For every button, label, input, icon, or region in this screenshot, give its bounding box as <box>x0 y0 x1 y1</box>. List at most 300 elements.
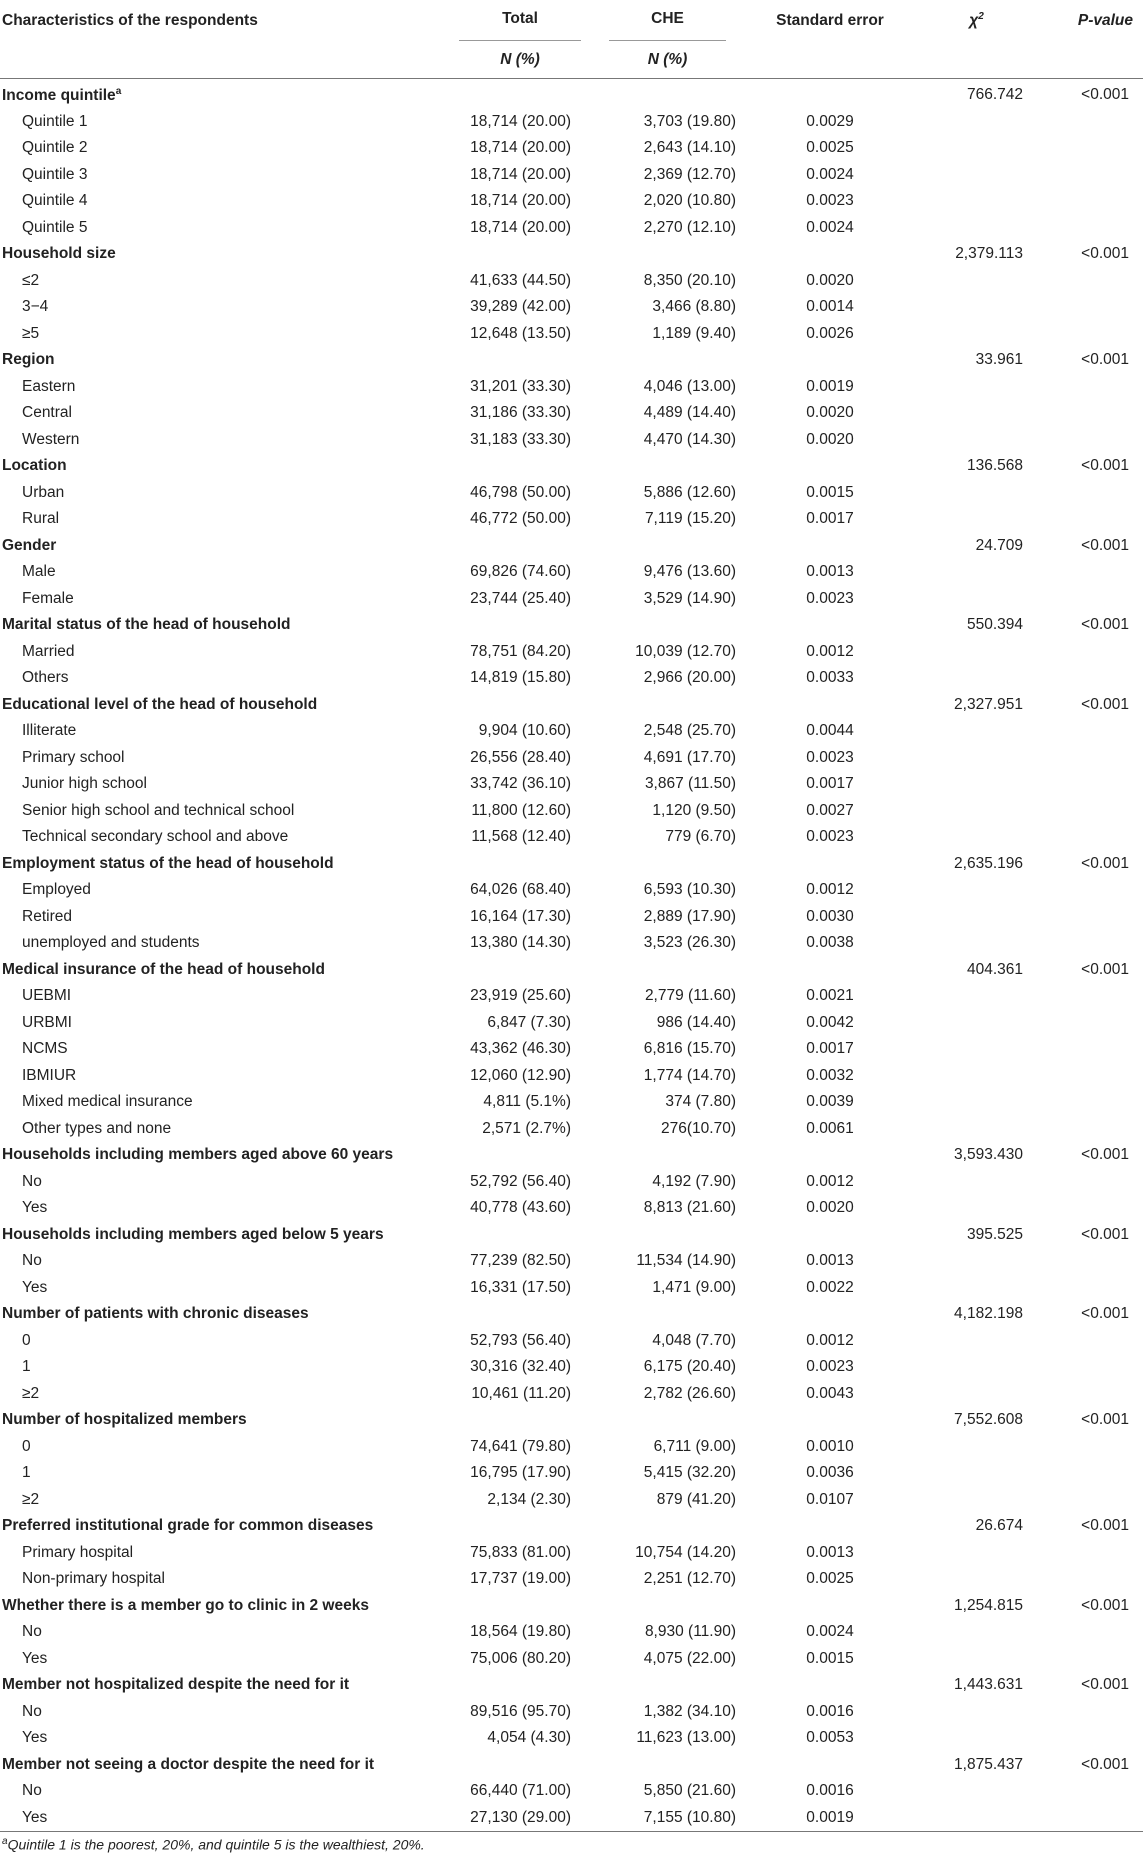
row-label: 1 <box>22 1358 31 1376</box>
table-row <box>0 1010 1143 1037</box>
total-cell <box>455 1407 585 1434</box>
total-cell: 40,778 (43.60) <box>470 1199 571 1217</box>
row-label: ≥2 <box>22 1490 40 1508</box>
se-cell: 0.0021 <box>806 987 854 1005</box>
table-row <box>0 1248 1143 1275</box>
total-cell: 74,641 (79.80) <box>470 1437 571 1455</box>
chi2-cell <box>910 904 1043 931</box>
subheader-total-n-pct: N (%) <box>455 42 585 79</box>
p-value-cell: <0.001 <box>1081 351 1129 369</box>
se-cell: 0.0010 <box>806 1437 854 1455</box>
se-cell: 0.0017 <box>806 775 854 793</box>
chi2-cell <box>910 1195 1043 1222</box>
se-cell: 0.0038 <box>806 934 854 952</box>
che-cell: 10,754 (14.20) <box>635 1543 736 1561</box>
che-cell <box>585 82 750 109</box>
che-cell: 4,192 (7.90) <box>652 1172 736 1190</box>
row-label: URBMI <box>22 1013 72 1031</box>
che-cell: 2,889 (17.90) <box>643 907 736 925</box>
che-cell <box>585 1142 750 1169</box>
p-value-cell: <0.001 <box>1081 854 1129 872</box>
table-row <box>0 135 1143 162</box>
se-cell: 0.0032 <box>806 1066 854 1084</box>
che-cell: 4,470 (14.30) <box>643 430 736 448</box>
p-value-cell: <0.001 <box>1081 1225 1129 1243</box>
table-row <box>0 665 1143 692</box>
total-cell: 52,793 (56.40) <box>470 1331 571 1349</box>
chi2-cell <box>910 480 1043 507</box>
che-cell: 276(10.70) <box>661 1119 736 1137</box>
che-cell: 3,703 (19.80) <box>643 112 736 130</box>
row-label: Rural <box>22 510 60 528</box>
p-value-cell <box>1043 1248 1143 1275</box>
p-value-cell: <0.001 <box>1081 960 1129 978</box>
chi2-cell <box>910 983 1043 1010</box>
row-label: Quintile 3 <box>22 165 88 183</box>
se-cell: 0.0022 <box>806 1278 854 1296</box>
chi2-cell <box>910 1248 1043 1275</box>
total-cell <box>455 453 585 480</box>
row-label: Yes <box>22 1278 48 1296</box>
chi2-cell <box>910 1699 1043 1726</box>
row-label: Quintile 4 <box>22 192 88 210</box>
chi2-cell <box>910 1010 1043 1037</box>
se-cell: 0.0017 <box>806 1040 854 1058</box>
total-cell: 23,919 (25.60) <box>470 987 571 1005</box>
che-cell: 6,593 (10.30) <box>643 881 736 899</box>
category-row <box>0 1672 1143 1699</box>
p-value-cell <box>1043 1460 1143 1487</box>
se-cell <box>750 1222 910 1249</box>
total-cell: 66,440 (71.00) <box>470 1782 571 1800</box>
se-cell: 0.0030 <box>806 907 854 925</box>
category-row <box>0 851 1143 878</box>
total-cell: 31,201 (33.30) <box>470 377 571 395</box>
table-row <box>0 1566 1143 1593</box>
table-row <box>0 1169 1143 1196</box>
se-cell <box>750 1752 910 1779</box>
total-cell <box>455 533 585 560</box>
se-cell: 0.0019 <box>806 377 854 395</box>
table-row <box>0 1354 1143 1381</box>
se-cell <box>750 347 910 374</box>
row-label: Other types and none <box>22 1119 172 1137</box>
table-row <box>0 1540 1143 1567</box>
row-label: No <box>22 1782 42 1800</box>
che-cell <box>585 1672 750 1699</box>
chi2-cell <box>910 665 1043 692</box>
che-cell: 1,382 (34.10) <box>643 1702 736 1720</box>
se-cell: 0.0043 <box>806 1384 854 1402</box>
che-cell <box>585 1752 750 1779</box>
che-cell <box>585 1222 750 1249</box>
p-value-cell <box>1043 639 1143 666</box>
row-label: ≥5 <box>22 324 40 342</box>
chi2-cell <box>910 1460 1043 1487</box>
se-cell: 0.0014 <box>806 298 854 316</box>
chi2-cell <box>910 1116 1043 1143</box>
row-label: Illiterate <box>22 722 77 740</box>
subheader-row <box>0 42 1143 79</box>
row-label: Employment status of the head of household <box>2 854 334 872</box>
row-label: Yes <box>0 1805 455 1832</box>
che-cell <box>585 1593 750 1620</box>
che-cell: 7,119 (15.20) <box>644 510 736 528</box>
total-cell: 4,054 (4.30) <box>487 1729 571 1747</box>
se-cell <box>750 1593 910 1620</box>
che-cell: 11,534 (14.90) <box>636 1252 736 1270</box>
category-row <box>0 612 1143 639</box>
category-row <box>0 241 1143 268</box>
che-cell: 3,466 (8.80) <box>652 298 736 316</box>
row-label: Marital status of the head of household <box>2 616 291 634</box>
se-cell: 0.0044 <box>806 722 854 740</box>
row-label: Eastern <box>22 377 76 395</box>
se-cell: 0.0036 <box>806 1464 854 1482</box>
p-value-cell <box>1043 480 1143 507</box>
che-cell <box>585 851 750 878</box>
table-row <box>0 1487 1143 1514</box>
total-cell: 18,714 (20.00) <box>470 218 571 236</box>
chi2-cell <box>910 1089 1043 1116</box>
total-cell: 30,316 (32.40) <box>470 1358 571 1376</box>
se-cell <box>750 1513 910 1540</box>
category-row <box>0 1513 1143 1540</box>
se-cell <box>750 1301 910 1328</box>
table-row <box>0 268 1143 295</box>
se-cell: 0.0023 <box>806 192 854 210</box>
row-label: Yes <box>22 1729 48 1747</box>
row-label: Employed <box>22 881 91 899</box>
che-cell <box>585 957 750 984</box>
p-value-cell <box>1043 1328 1143 1355</box>
table-row <box>0 1381 1143 1408</box>
table-row <box>0 1089 1143 1116</box>
chi2-cell <box>910 1778 1043 1805</box>
chi2-cell <box>910 930 1043 957</box>
p-value-cell <box>1043 162 1143 189</box>
che-cell: 6,711 (9.00) <box>653 1437 736 1455</box>
table-row <box>0 109 1143 136</box>
row-label: Technical secondary school and above <box>22 828 289 846</box>
chi2-cell: 2,379.113 <box>955 245 1023 263</box>
total-cell <box>455 1752 585 1779</box>
row-label: Junior high school <box>22 775 147 793</box>
total-cell: 31,183 (33.30) <box>470 430 571 448</box>
total-cell: 12,060 (12.90) <box>470 1066 571 1084</box>
se-cell: 0.0026 <box>806 324 854 342</box>
total-cell: 14,819 (15.80) <box>470 669 571 687</box>
se-cell <box>750 692 910 719</box>
total-cell: 4,811 (5.1%) <box>483 1093 571 1111</box>
se-cell <box>750 241 910 268</box>
table-row <box>0 1619 1143 1646</box>
total-cell: 23,744 (25.40) <box>470 589 571 607</box>
table-footnote <box>2 1836 425 1853</box>
se-cell <box>750 851 910 878</box>
se-cell: 0.0013 <box>806 563 854 581</box>
total-cell: 78,751 (84.20) <box>470 642 571 660</box>
row-label: Educational level of the head of household <box>2 695 318 713</box>
table-row <box>0 427 1143 454</box>
p-value-cell: <0.001 <box>1081 1596 1129 1614</box>
se-cell: 0.0015 <box>806 1649 854 1667</box>
total-cell: 12,648 (13.50) <box>470 324 571 342</box>
row-label: NCMS <box>22 1040 68 1058</box>
row-label: Senior high school and technical school <box>22 801 295 819</box>
table-row <box>0 215 1143 242</box>
che-cell: 986 (14.40) <box>656 1013 736 1031</box>
row-label: 0 <box>22 1437 31 1455</box>
se-cell: 0.0019 <box>750 1805 910 1832</box>
table-row <box>0 718 1143 745</box>
total-cell <box>455 1513 585 1540</box>
row-label: Households including members aged below 5 years <box>2 1225 384 1243</box>
row-label: Region <box>2 351 55 369</box>
chi2-cell <box>910 1381 1043 1408</box>
category-row <box>0 453 1143 480</box>
p-value-cell: <0.001 <box>1081 1517 1129 1535</box>
che-cell: 2,548 (25.70) <box>643 722 736 740</box>
table-row <box>0 188 1143 215</box>
p-value-cell <box>1043 930 1143 957</box>
table-row <box>0 771 1143 798</box>
chi2-cell <box>910 1805 1043 1832</box>
row-label: Urban <box>22 483 65 501</box>
header-p-value: P-value <box>1077 12 1133 29</box>
total-cell: 75,833 (81.00) <box>470 1543 571 1561</box>
se-cell <box>750 612 910 639</box>
chi2-cell: 3,593.430 <box>954 1146 1023 1164</box>
row-label: Female <box>22 589 74 607</box>
table-row <box>0 904 1143 931</box>
che-cell <box>585 533 750 560</box>
total-cell <box>455 1222 585 1249</box>
category-row <box>0 533 1143 560</box>
chi2-cell <box>910 718 1043 745</box>
se-cell: 0.0042 <box>806 1013 854 1031</box>
se-cell: 0.0012 <box>806 881 854 899</box>
che-cell: 2,251 (12.70) <box>643 1570 736 1588</box>
se-cell: 0.0027 <box>806 801 854 819</box>
table-row <box>0 1036 1143 1063</box>
se-cell: 0.0020 <box>806 430 854 448</box>
che-cell: 8,930 (11.90) <box>644 1623 736 1641</box>
che-cell: 374 (7.80) <box>665 1093 736 1111</box>
row-label: Quintile 1 <box>22 112 88 130</box>
che-cell: 2,779 (11.60) <box>644 987 736 1005</box>
p-value-cell <box>1043 1487 1143 1514</box>
che-cell: 5,415 (32.20) <box>643 1464 736 1482</box>
p-value-cell <box>1043 1566 1143 1593</box>
chi2-cell <box>910 109 1043 136</box>
table-row <box>0 294 1143 321</box>
p-value-cell <box>1043 1169 1143 1196</box>
chi2-cell <box>910 427 1043 454</box>
chi2-cell: 550.394 <box>966 616 1023 634</box>
p-value-cell <box>1043 215 1143 242</box>
che-cell: 779 (6.70) <box>665 828 736 846</box>
total-cell: 6,847 (7.30) <box>487 1013 571 1031</box>
che-cell: 3,523 (26.30) <box>643 934 736 952</box>
se-cell: 0.0023 <box>806 828 854 846</box>
total-cell <box>455 1672 585 1699</box>
se-cell: 0.0015 <box>806 483 854 501</box>
chi2-cell <box>910 400 1043 427</box>
chi2-cell <box>910 321 1043 348</box>
chi2-cell <box>910 294 1043 321</box>
p-value-cell <box>1043 983 1143 1010</box>
table-row <box>0 374 1143 401</box>
total-cell: 39,289 (42.00) <box>470 298 571 316</box>
p-value-cell <box>1043 798 1143 825</box>
chi2-cell <box>910 798 1043 825</box>
che-cell: 2,369 (12.70) <box>643 165 736 183</box>
se-cell <box>750 957 910 984</box>
row-label: Mixed medical insurance <box>22 1093 193 1111</box>
p-value-cell <box>1043 1275 1143 1302</box>
p-value-cell: <0.001 <box>1081 457 1129 475</box>
chi2-cell: 33.961 <box>975 351 1023 369</box>
p-value-cell <box>1043 877 1143 904</box>
se-cell: 0.0020 <box>806 271 854 289</box>
row-label: Quintile 2 <box>22 139 88 157</box>
se-cell: 0.0012 <box>806 1331 854 1349</box>
total-cell: 41,633 (44.50) <box>470 271 571 289</box>
p-value-cell: <0.001 <box>1081 616 1129 634</box>
total-cell: 2,571 (2.7%) <box>482 1119 571 1137</box>
p-value-cell <box>1043 1010 1143 1037</box>
row-label: Non-primary hospital <box>22 1570 165 1588</box>
che-cell: 1,774 (14.70) <box>643 1066 736 1084</box>
chi2-cell <box>910 1169 1043 1196</box>
chi2-cell: 395.525 <box>966 1225 1023 1243</box>
chi2-cell <box>910 135 1043 162</box>
total-cell <box>455 241 585 268</box>
che-cell: 8,350 (20.10) <box>643 271 736 289</box>
table-row <box>0 798 1143 825</box>
p-value-cell <box>1043 904 1143 931</box>
category-row <box>0 1301 1143 1328</box>
subheader-che-n-pct: N (%) <box>585 42 750 79</box>
p-value-cell: <0.001 <box>1081 245 1129 263</box>
category-row <box>0 1593 1143 1620</box>
table-row <box>0 745 1143 772</box>
row-label: Whether there is a member go to clinic in 2 weeks <box>2 1596 369 1614</box>
table-row <box>0 639 1143 666</box>
row-label: Member not hospitalized despite the need for it <box>2 1676 350 1694</box>
table-row <box>0 1699 1143 1726</box>
table-row <box>0 1434 1143 1461</box>
p-value-cell <box>1043 586 1143 613</box>
p-value-cell <box>1043 321 1143 348</box>
chi2-cell <box>910 215 1043 242</box>
row-label: 0 <box>22 1331 31 1349</box>
chi2-cell <box>910 506 1043 533</box>
che-cell <box>585 612 750 639</box>
row-label: Household size <box>2 245 116 263</box>
chi2-cell: 2,327.951 <box>954 695 1023 713</box>
table-row <box>0 1195 1143 1222</box>
p-value-cell <box>1043 718 1143 745</box>
p-value-cell <box>1043 1089 1143 1116</box>
p-value-cell <box>1043 1434 1143 1461</box>
chi2-cell <box>910 1354 1043 1381</box>
total-cell: 26,556 (28.40) <box>470 748 571 766</box>
total-cell: 75,006 (80.20) <box>470 1649 571 1667</box>
p-value-cell <box>1043 1063 1143 1090</box>
chi2-cell <box>910 1540 1043 1567</box>
p-value-cell: <0.001 <box>1081 1755 1129 1773</box>
row-label: unemployed and students <box>22 934 200 952</box>
total-cell: 16,331 (17.50) <box>470 1278 571 1296</box>
row-label: Income quintile$^a$ <box>2 85 122 104</box>
che-cell: 3,867 (11.50) <box>644 775 736 793</box>
total-cell: 18,714 (20.00) <box>470 139 571 157</box>
se-cell: 0.0012 <box>806 1172 854 1190</box>
p-value-cell <box>1043 1195 1143 1222</box>
table-row <box>0 162 1143 189</box>
total-cell <box>455 1301 585 1328</box>
che-cell: 4,046 (13.00) <box>643 377 736 395</box>
p-value-cell: <0.001 <box>1081 1146 1129 1164</box>
che-cell: 3,529 (14.90) <box>643 589 736 607</box>
chi2-cell: 766.742 <box>966 86 1023 104</box>
che-cell: 1,471 (9.00) <box>652 1278 736 1296</box>
chi2-cell: 2,635.196 <box>954 854 1023 872</box>
total-cell: 11,800 (12.60) <box>471 801 571 819</box>
che-cell <box>585 453 750 480</box>
che-cell <box>585 241 750 268</box>
p-value-cell <box>1043 1354 1143 1381</box>
che-cell: 5,886 (12.60) <box>643 483 736 501</box>
table-row <box>0 1805 1143 1832</box>
chi2-cell: 404.361 <box>966 960 1023 978</box>
category-row <box>0 1752 1143 1779</box>
row-label: ≤2 <box>22 271 40 289</box>
category-row <box>0 692 1143 719</box>
se-cell: 0.0023 <box>806 589 854 607</box>
p-value-cell <box>1043 1778 1143 1805</box>
total-cell: 13,380 (14.30) <box>470 934 571 952</box>
total-cell: 31,186 (33.30) <box>470 404 571 422</box>
header-chi-square: $\chi^2$ <box>969 11 984 30</box>
che-cell: 10,039 (12.70) <box>635 642 736 660</box>
total-cell: 43,362 (46.30) <box>470 1040 571 1058</box>
table-row <box>0 1725 1143 1752</box>
se-cell: 0.0016 <box>806 1702 854 1720</box>
che-cell <box>585 347 750 374</box>
row-label: No <box>22 1623 42 1641</box>
category-row <box>0 82 1143 109</box>
se-cell: 0.0033 <box>806 669 854 687</box>
che-cell <box>585 1301 750 1328</box>
se-cell: 0.0016 <box>806 1782 854 1800</box>
p-value-cell: <0.001 <box>1081 86 1129 104</box>
total-cell: 18,714 (20.00) <box>470 165 571 183</box>
che-cell <box>585 692 750 719</box>
se-cell: 0.0013 <box>806 1252 854 1270</box>
header-row <box>0 0 1143 42</box>
che-cell: 4,489 (14.40) <box>643 404 736 422</box>
chi2-cell <box>910 1063 1043 1090</box>
row-label: UEBMI <box>22 987 72 1005</box>
row-label: Quintile 5 <box>22 218 88 236</box>
chi2-cell <box>910 1646 1043 1673</box>
che-cell: 1,120 (9.50) <box>652 801 736 819</box>
table-row <box>0 1778 1143 1805</box>
row-label: 1 <box>22 1464 31 1482</box>
